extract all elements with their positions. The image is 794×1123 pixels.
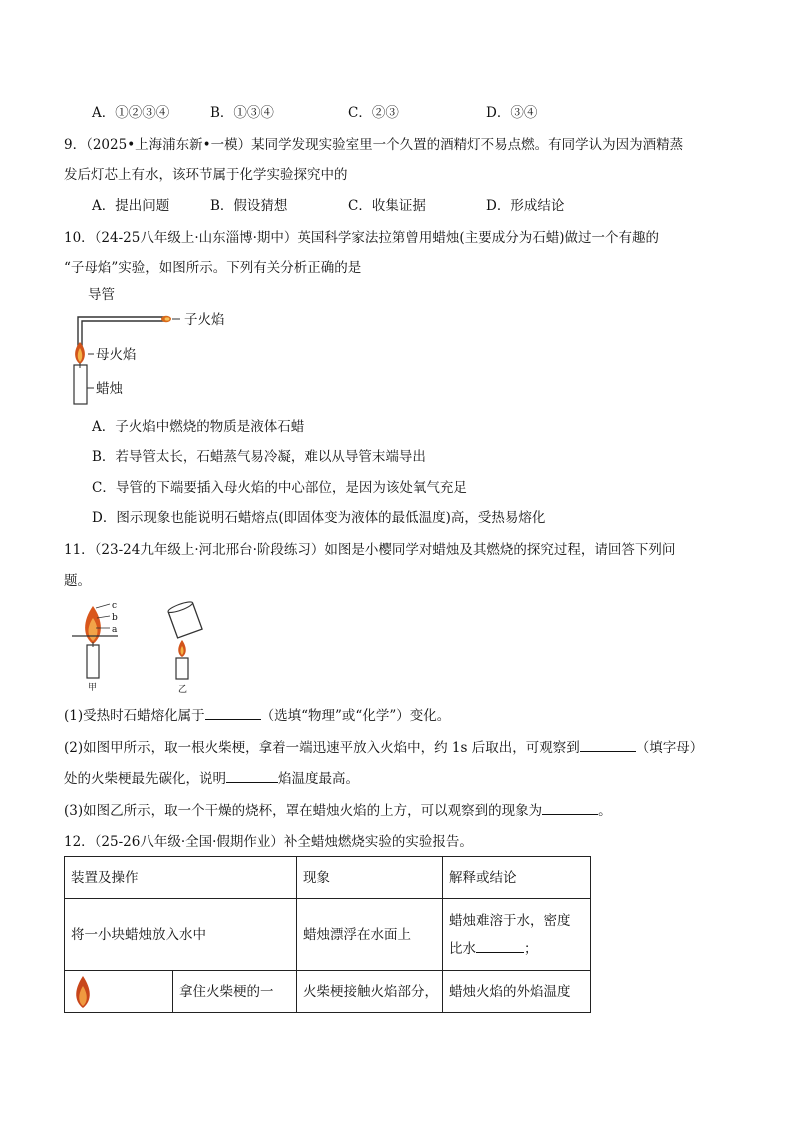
q10-option-d: D．图示现象也能说明石蜡熔点(即固体变为液体的最低温度)高，受热易熔化 [92,510,546,526]
q11-label-b: b [112,613,118,623]
q9-option-d: D．形成结论 [486,198,565,214]
header-conclusion: 解释或结论 [443,857,591,899]
q10-stem-line2: “子母焰”实验，如图所示。下列有关分析正确的是 [64,260,362,276]
q11-sub2-text-c: 处的火柴梗最先碳化，说明 [64,771,226,787]
q11-label-c: c [112,601,118,611]
row1-conclusion-text: 比水 [449,940,476,957]
q11-sub1 [64,707,450,725]
q11-sub2-blank1[interactable] [580,739,636,752]
q11-stem-line2: 题。 [64,573,91,589]
q10-option-b: B．若导管太长，石蜡蒸气易冷凝，难以从导管末端导出 [92,449,426,465]
q10-option-c: C．导管的下端要插入母火焰的中心部位，是因为该处氧气充足 [92,480,467,496]
flame-icon [69,974,99,1010]
q8-option-c: C．②③ [348,105,399,121]
q9-option-b: B．假设猜想 [210,198,288,214]
row1-conclusion-tail: ； [524,940,538,957]
row2-phenomenon: 火柴梗接触火焰部分， [297,971,443,1013]
row1-conclusion [443,899,591,971]
row2-flame-cell [65,971,173,1013]
row1-operation: 将一小块蜡烛放入水中 [65,899,297,971]
row1-phenomenon: 蜡烛漂浮在水面上 [297,899,443,971]
row2-conclusion: 蜡烛火焰的外焰温度 [443,971,591,1013]
q11-label-a: a [112,625,118,635]
q11-sub2-text-d: 焰温度最高。 [278,771,359,787]
q11-sub2-text-b: （填字母） [635,740,704,756]
table-row [65,971,591,1013]
q12-report-table [64,856,591,1013]
q9-stem-line1: 9．（2025•上海浦东新•一模）某同学发现实验室里一个久置的酒精灯不易点燃。有同学认为因为酒精蒸 [64,137,684,153]
q11-sub2-line1 [64,739,703,757]
q11-sub3-text-b: 。 [598,803,612,819]
q8-option-a: A．①②③④ [92,105,170,121]
q11-stem-line1: 11．（23-24九年级上·河北邢台·阶段练习）如图是小樱同学对蜡烛及其燃烧的探究过程，请回答下列问 [64,542,676,558]
table-row [65,899,591,971]
q11-sub3 [64,802,612,820]
q11-sub2-line2 [64,770,359,788]
q10-stem-line1: 10．（24-25八年级上·山东淄博·期中）英国科学家法拉第曾用蜡烛(主要成分为石蜡)做过一个有趣的 [64,230,659,246]
q9-stem-line2: 发后灯芯上有水，该环节属于化学实验探究中的 [64,167,348,183]
q12-stem: 12．（25-26八年级·全国·假期作业）补全蜡烛燃烧实验的实验报告。 [64,834,473,850]
q10-label-tube: 导管 [88,287,115,303]
q11-sub3-text-a: (3)如图乙所示，取一个干燥的烧杯，罩在蜡烛火焰的上方，可以观察到的现象为 [64,803,543,819]
row1-conclusion-line1: 蜡烛难溶于水，密度 [449,912,571,929]
q11-sub1-text-b: （选填“物理”或“化学”）变化。 [260,708,451,724]
q10-option-a: A．子火焰中燃烧的物质是液体石蜡 [92,419,305,435]
q9-option-c: C．收集证据 [348,198,426,214]
q11-sub1-blank[interactable] [205,707,261,720]
q11-label-jia: 甲 [88,683,98,693]
q10-label-mother-flame: 母火焰 [96,347,137,363]
q11-sub2-text-a: (2)如图甲所示，取一根火柴梗，拿着一端迅速平放入火焰中，约 1s 后取出，可观察到 [64,740,580,756]
q11-sub1-text-a: (1)受热时石蜡熔化属于 [64,708,205,724]
q11-label-yi: 乙 [178,685,188,695]
header-operation: 装置及操作 [65,857,297,899]
q11-figure-yi [164,600,208,680]
header-phenomenon: 现象 [297,857,443,899]
row1-conclusion-blank[interactable] [476,940,524,953]
q11-sub2-blank2[interactable] [226,770,278,783]
row1-conclusion-line2 [449,935,584,963]
q10-label-child-flame: 子火焰 [184,312,225,328]
q11-sub3-blank[interactable] [542,802,598,815]
q8-option-d: D．③④ [486,105,538,121]
q10-label-candle: 蜡烛 [96,381,123,397]
row2-operation: 拿住火柴梗的一 [173,971,297,1013]
q8-option-b: B．①③④ [210,105,274,121]
q9-option-a: A．提出问题 [92,198,170,214]
table-header-row [65,857,591,899]
